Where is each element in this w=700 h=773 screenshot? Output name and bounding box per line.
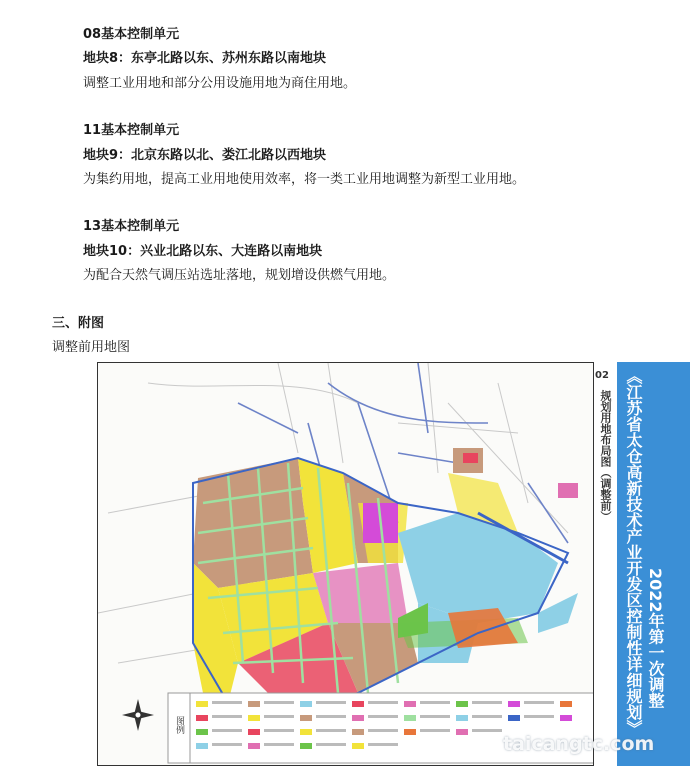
unit-heading-13: 13基本控制单元: [83, 219, 180, 234]
unit-heading-11: 11基本控制单元: [83, 123, 180, 138]
watermark-icon: [486, 737, 500, 751]
parcel-title-10: 地块10：兴业北路以东、大连路以南地块: [83, 244, 323, 259]
parcel-desc-8: 调整工业用地和部分公用设施用地为商住用地。: [83, 76, 357, 91]
plan-title: 《江苏省太仓高新技术产业开发区控制性详细规划》: [624, 368, 643, 736]
map-caption: 调整前用地图: [52, 340, 131, 355]
parcel-desc-9: 为集约用地，提高工业用地使用效率，将一类工业用地调整为新型工业用地。: [83, 172, 526, 187]
parcel-desc-10: 为配合天然气调压站选址落地，规划增设供燃气用地。: [83, 268, 396, 283]
appendix-heading: 三、附图: [52, 316, 105, 331]
unit-heading-08: 08基本控制单元: [83, 27, 180, 42]
legend-label: 图例: [174, 716, 184, 734]
parcel-title-8: 地块8：东亭北路以东、苏州东路以南地块: [83, 51, 327, 66]
plan-revision: 2022年第一次调整: [646, 568, 665, 709]
watermark-text: taicangtc.com: [503, 733, 655, 755]
sheet-title: 规划用地布局图（调整前）: [599, 390, 612, 522]
land-parcels: [193, 448, 578, 718]
north-arrow-icon: [122, 699, 154, 731]
parcel-title-9: 地块9：北京东路以北、娄江北路以西地块: [83, 148, 327, 163]
sheet-number: 02: [595, 370, 609, 381]
watermark: [486, 733, 654, 755]
map-title-panel: [593, 362, 690, 766]
